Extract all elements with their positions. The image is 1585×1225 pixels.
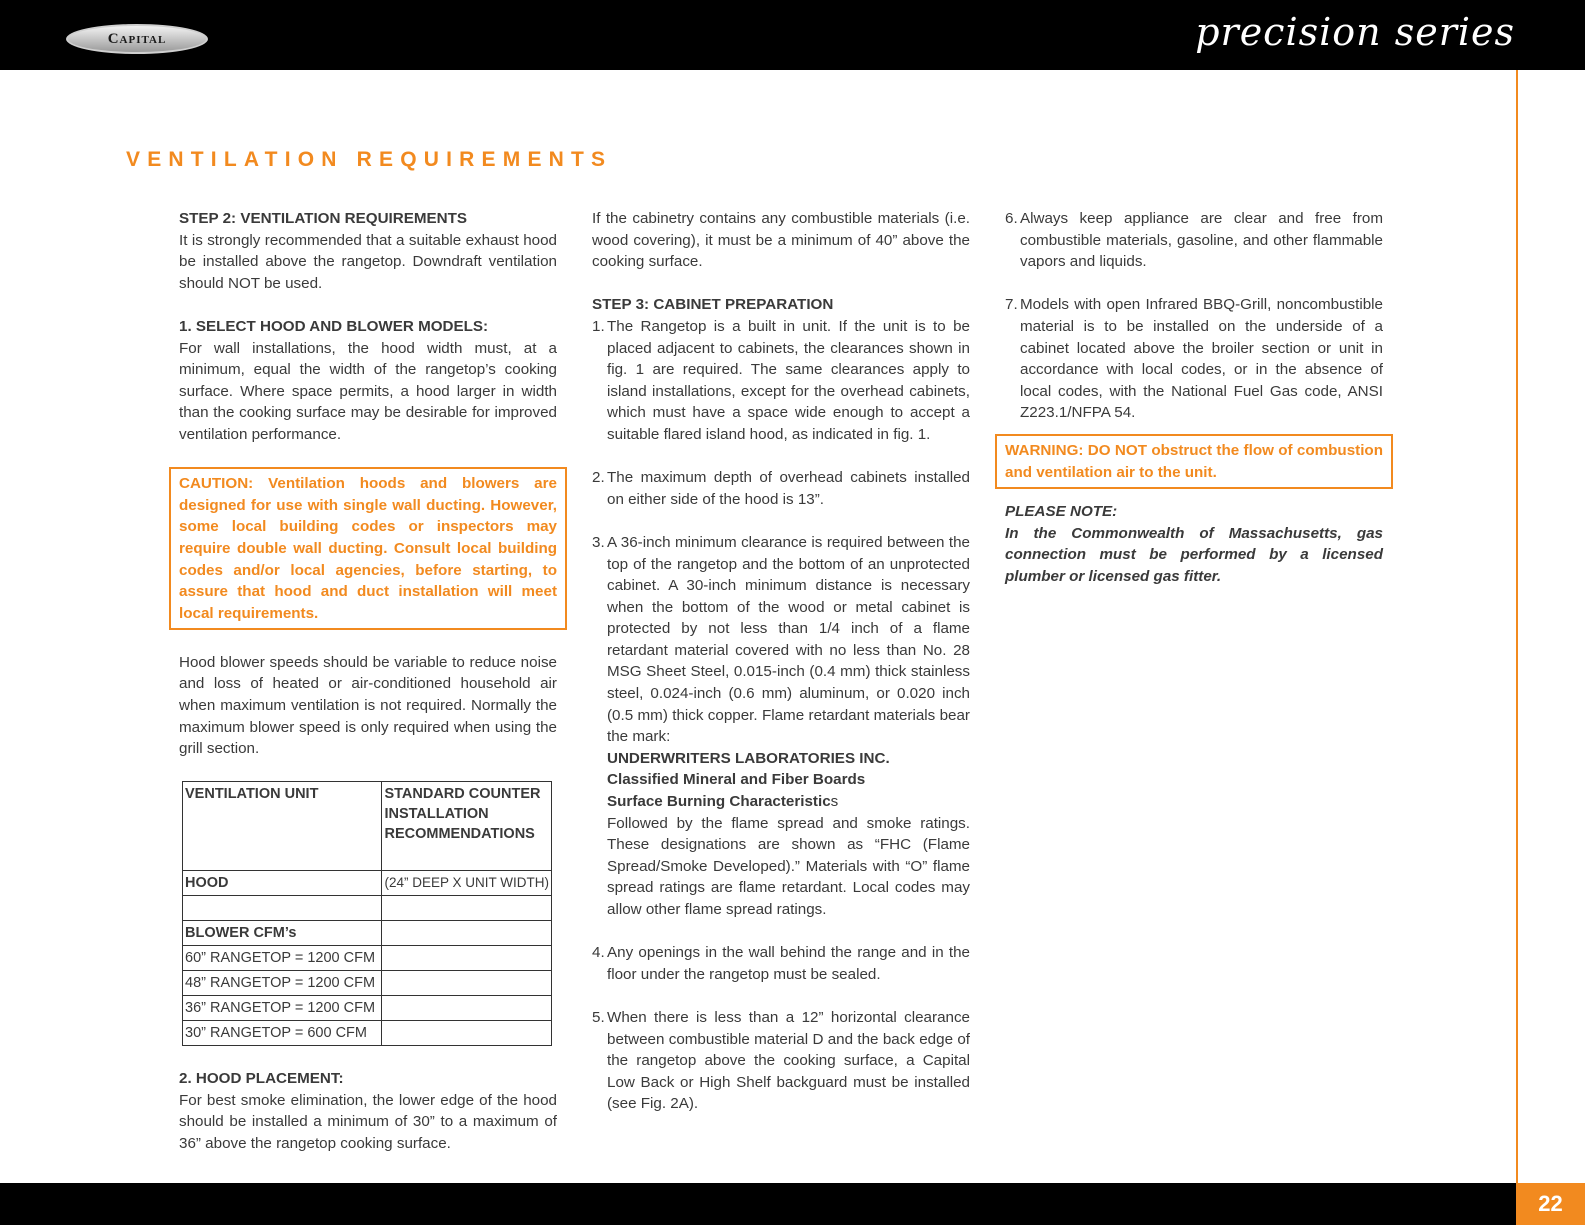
- column-1: [179, 208, 557, 1154]
- step2-heading: STEP 2: VENTILATION REQUIREMENTS: [179, 210, 468, 227]
- table-cell: 48” RANGETOP = 1200 CFM: [183, 971, 382, 996]
- item-text: A 36-inch minimum clearance is required between the top of the rangetop and the bottom of an unprotected cabinet. A 30-inch minimum distance is necessary when the bottom of the wood or metal cabinet is protected by not less than 1/4 inch of a flame retardant material covered with no less than No. 28 MSG Sheet Steel, 0.015-inch (0.4 mm) thick stainless steel, 0.024-inch (0.6 mm) aluminum, or 0.020 inch (0.5 mm) thick copper. Flame retardant materials bear the mark:: [607, 533, 970, 746]
- warning-box: [995, 434, 1393, 489]
- table-header-left: VENTILATION UNIT: [183, 782, 382, 871]
- item-text: When there is less than a 12” horizontal clearance between combustible material D and the back edge of the rangetop above the cooking surface, a Capital Low Back or High Shelf backguard must be installed (see Fig. 2A).: [607, 1008, 970, 1113]
- item-number: 5.: [592, 1008, 605, 1026]
- item-text: The maximum depth of overhead cabinets installed on either side of the hood is 13”.: [607, 469, 970, 508]
- select-heading: 1. SELECT HOOD AND BLOWER MODELS:: [179, 317, 489, 335]
- item-number: 3.: [592, 533, 605, 551]
- note-heading: PLEASE NOTE:: [1005, 503, 1118, 521]
- select-text: For wall installations, the hood width must, at a minimum, equal the width of the rangetop’s cooking surface. Where space permits, a hood larger in width than the cooking surface may be desirable for improved ventilation performance.: [179, 339, 557, 443]
- warning-text: WARNING: DO NOT obstruct the flow of combustion and ventilation air to the unit.: [1005, 441, 1383, 481]
- ul-mark-block: [592, 748, 970, 921]
- column-3: [1005, 208, 1383, 588]
- placement-heading: 2. HOOD PLACEMENT:: [179, 1070, 344, 1088]
- list-item: [592, 316, 970, 446]
- item3-continued: Followed by the flame spread and smoke ratings. These designations are shown as “FHC (Flame Spread/Smoke Developed).” Materials with “O” flame spread ratings are flame retardant. Local codes may allow other flame spread ratings.: [607, 814, 970, 918]
- table-row: [183, 921, 552, 946]
- brand-title: precision series: [1195, 10, 1515, 54]
- section-title: VENTILATION REQUIREMENTS: [126, 148, 613, 171]
- table-header-right: STANDARD COUNTER INSTALLATION RECOMMENDATIONS: [382, 782, 552, 871]
- table-cell: 60” RANGETOP = 1200 CFM: [183, 946, 382, 971]
- item-text: Any openings in the wall behind the range and in the floor under the rangetop must be sealed.: [607, 944, 970, 983]
- item-text: Models with open Infrared BBQ-Grill, noncombustible material is to be installed on the underside of a cabinet located above the broiler section or unit in accordance with local codes, or in the absence of local codes, with the National Fuel Gas code, ANSI Z223.1/NFPA 54.: [1020, 296, 1383, 422]
- table-cell: 30” RANGETOP = 600 CFM: [183, 1021, 382, 1046]
- hood-value: (24” DEEP X UNIT WIDTH): [382, 871, 552, 896]
- list-item: [592, 942, 970, 985]
- caution-text: CAUTION: Ventilation hoods and blowers are designed for use with single wall ducting. However, some local building codes or inspectors may require double wall ducting. Consult local building codes and/or local agencies, before starting, to assure that hood and duct installation will meet local requirements.: [179, 475, 557, 622]
- list-item: [592, 532, 970, 748]
- blower-label: BLOWER CFM’s: [183, 921, 382, 946]
- table-cell: 36” RANGETOP = 1200 CFM: [183, 996, 382, 1021]
- cabinetry-intro: If the cabinetry contains any combustible materials (i.e. wood covering), it must be a minimum of 40” above the cooking surface.: [592, 210, 970, 271]
- list-item: [592, 1007, 970, 1115]
- item-number: 6.: [1005, 210, 1018, 227]
- table-header-row: [183, 782, 552, 871]
- ul-line-3-tail: s: [830, 793, 839, 811]
- item-number: 4.: [592, 944, 605, 962]
- table-row: [183, 896, 552, 921]
- step3-heading: STEP 3: CABINET PREPARATION: [592, 296, 834, 314]
- logo-text: Capital: [107, 30, 167, 47]
- table-row: [183, 1021, 552, 1046]
- blower-text: Hood blower speeds should be variable to reduce noise and loss of heated or air-conditioned household air when maximum ventilation is not required. Normally the maximum blower speed is only required when using the grill section.: [179, 653, 557, 758]
- footer-bar: [0, 1183, 1585, 1225]
- caution-box: [169, 467, 567, 630]
- list-item: [592, 467, 970, 510]
- item-text: Always keep appliance are clear and free from combustible materials, gasoline, and other flammable vapors and liquids.: [1020, 210, 1383, 271]
- item-number: 7.: [1005, 296, 1018, 314]
- step2-text: It is strongly recommended that a suitable exhaust hood be installed above the rangetop. Downdraft ventilation should NOT be used.: [179, 231, 557, 292]
- item-number: 1.: [592, 317, 605, 335]
- ul-line-1: UNDERWRITERS LABORATORIES INC.: [607, 749, 890, 767]
- hood-label: HOOD: [183, 871, 382, 896]
- ul-line-3: Surface Burning Characteristic: [607, 793, 831, 811]
- item-text: The Rangetop is a built in unit. If the unit is to be placed adjacent to cabinets, the clearances shown in fig. 1 are required. The same clearances apply to island installations, except for the overhead cabinets, which must have a space wide enough to accept a suitable flared island hood, as indicated in fig. 1.: [607, 317, 970, 443]
- table-row: [183, 946, 552, 971]
- capital-logo: [66, 24, 208, 54]
- table-row: [183, 971, 552, 996]
- list-item: [1005, 208, 1383, 273]
- ventilation-table: [182, 781, 552, 1046]
- item-number: 2.: [592, 469, 605, 487]
- placement-text: For best smoke elimination, the lower edge of the hood should be installed a minimum of 30” to a maximum of 36” above the rangetop cooking surface.: [179, 1091, 557, 1152]
- margin-rule: [1516, 70, 1518, 1183]
- table-row: [183, 871, 552, 896]
- table-row: [183, 996, 552, 1021]
- column-2: [592, 208, 970, 1115]
- note-text: In the Commonwealth of Massachusetts, gas connection must be performed by a licensed plumber or licensed gas fitter.: [1005, 524, 1383, 585]
- page-number: 22: [1516, 1183, 1585, 1225]
- ul-line-2: Classified Mineral and Fiber Boards: [607, 771, 866, 789]
- header-bar: [0, 0, 1585, 70]
- list-item: [1005, 294, 1383, 424]
